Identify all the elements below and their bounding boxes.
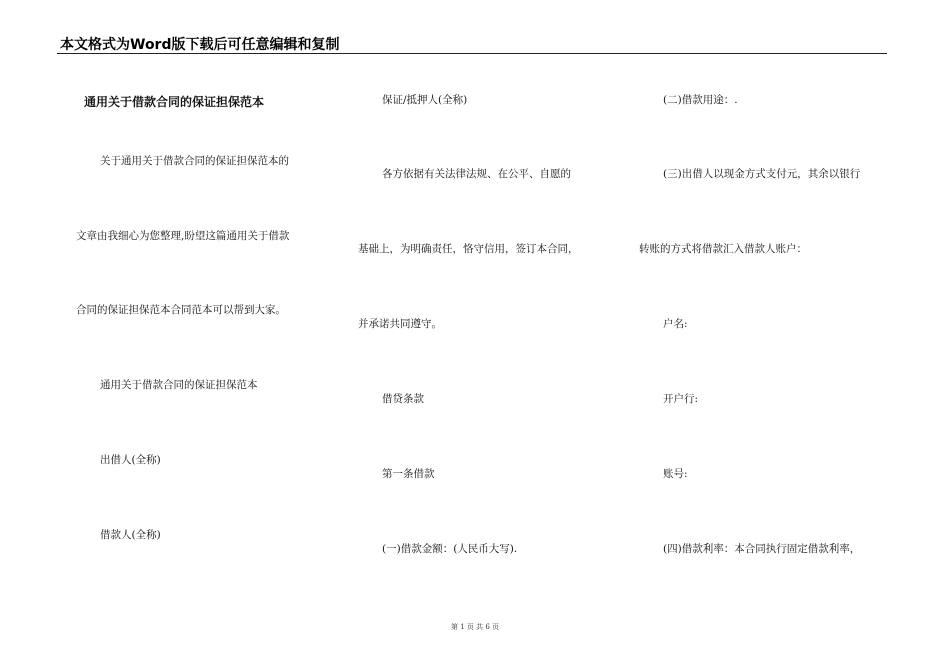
col1-line-3: 合同的保证担保范本合同范本可以帮到大家。: [76, 304, 286, 316]
col2-line-1: 保证/抵押人(全称): [382, 94, 468, 106]
col2-line-3: 基础上，为明确责任，恪守信用，签订本合同，: [358, 243, 579, 255]
col3-line-2: (三)出借人以现金方式支付元，其余以银行: [663, 168, 861, 180]
col3-line-3: 转账的方式将借款汇入借款人账户：: [639, 243, 807, 255]
col1-line-1: 关于通用关于借款合同的保证担保范本的: [100, 155, 289, 167]
col3-line-6: 账号:: [663, 468, 688, 480]
header-divider: [57, 53, 887, 54]
page-number: 第 1 页 共 6 页: [450, 623, 500, 631]
col1-line-4: 通用关于借款合同的保证担保范本: [100, 379, 258, 391]
col2-line-2: 各方依据有关法律法规、在公平、自愿的: [382, 168, 571, 180]
col2-line-6: 第一条借款: [382, 468, 435, 480]
col3-line-7: (四)借款利率：本合同执行固定借款利率，: [663, 543, 861, 555]
col1-line-5: 出借人(全称): [100, 454, 161, 466]
col3-line-4: 户名:: [663, 318, 688, 330]
document-title: 通用关于借款合同的保证担保范本: [84, 95, 265, 109]
col1-line-6: 借款人(全称): [100, 529, 161, 541]
header-title: 本文格式为Word版下载后可任意编辑和复制: [60, 37, 340, 53]
col2-line-4: 并承诺共同遵守。: [358, 318, 442, 330]
col3-line-5: 开户行:: [663, 393, 699, 405]
col1-line-2: 文章由我细心为您整理,盼望这篇通用关于借款: [76, 230, 290, 242]
col2-line-5: 借贷条款: [382, 393, 424, 405]
col3-line-1: (二)借款用途：.: [663, 94, 738, 106]
col2-line-7: (一)借款金额：(人民币大写).: [382, 543, 518, 555]
